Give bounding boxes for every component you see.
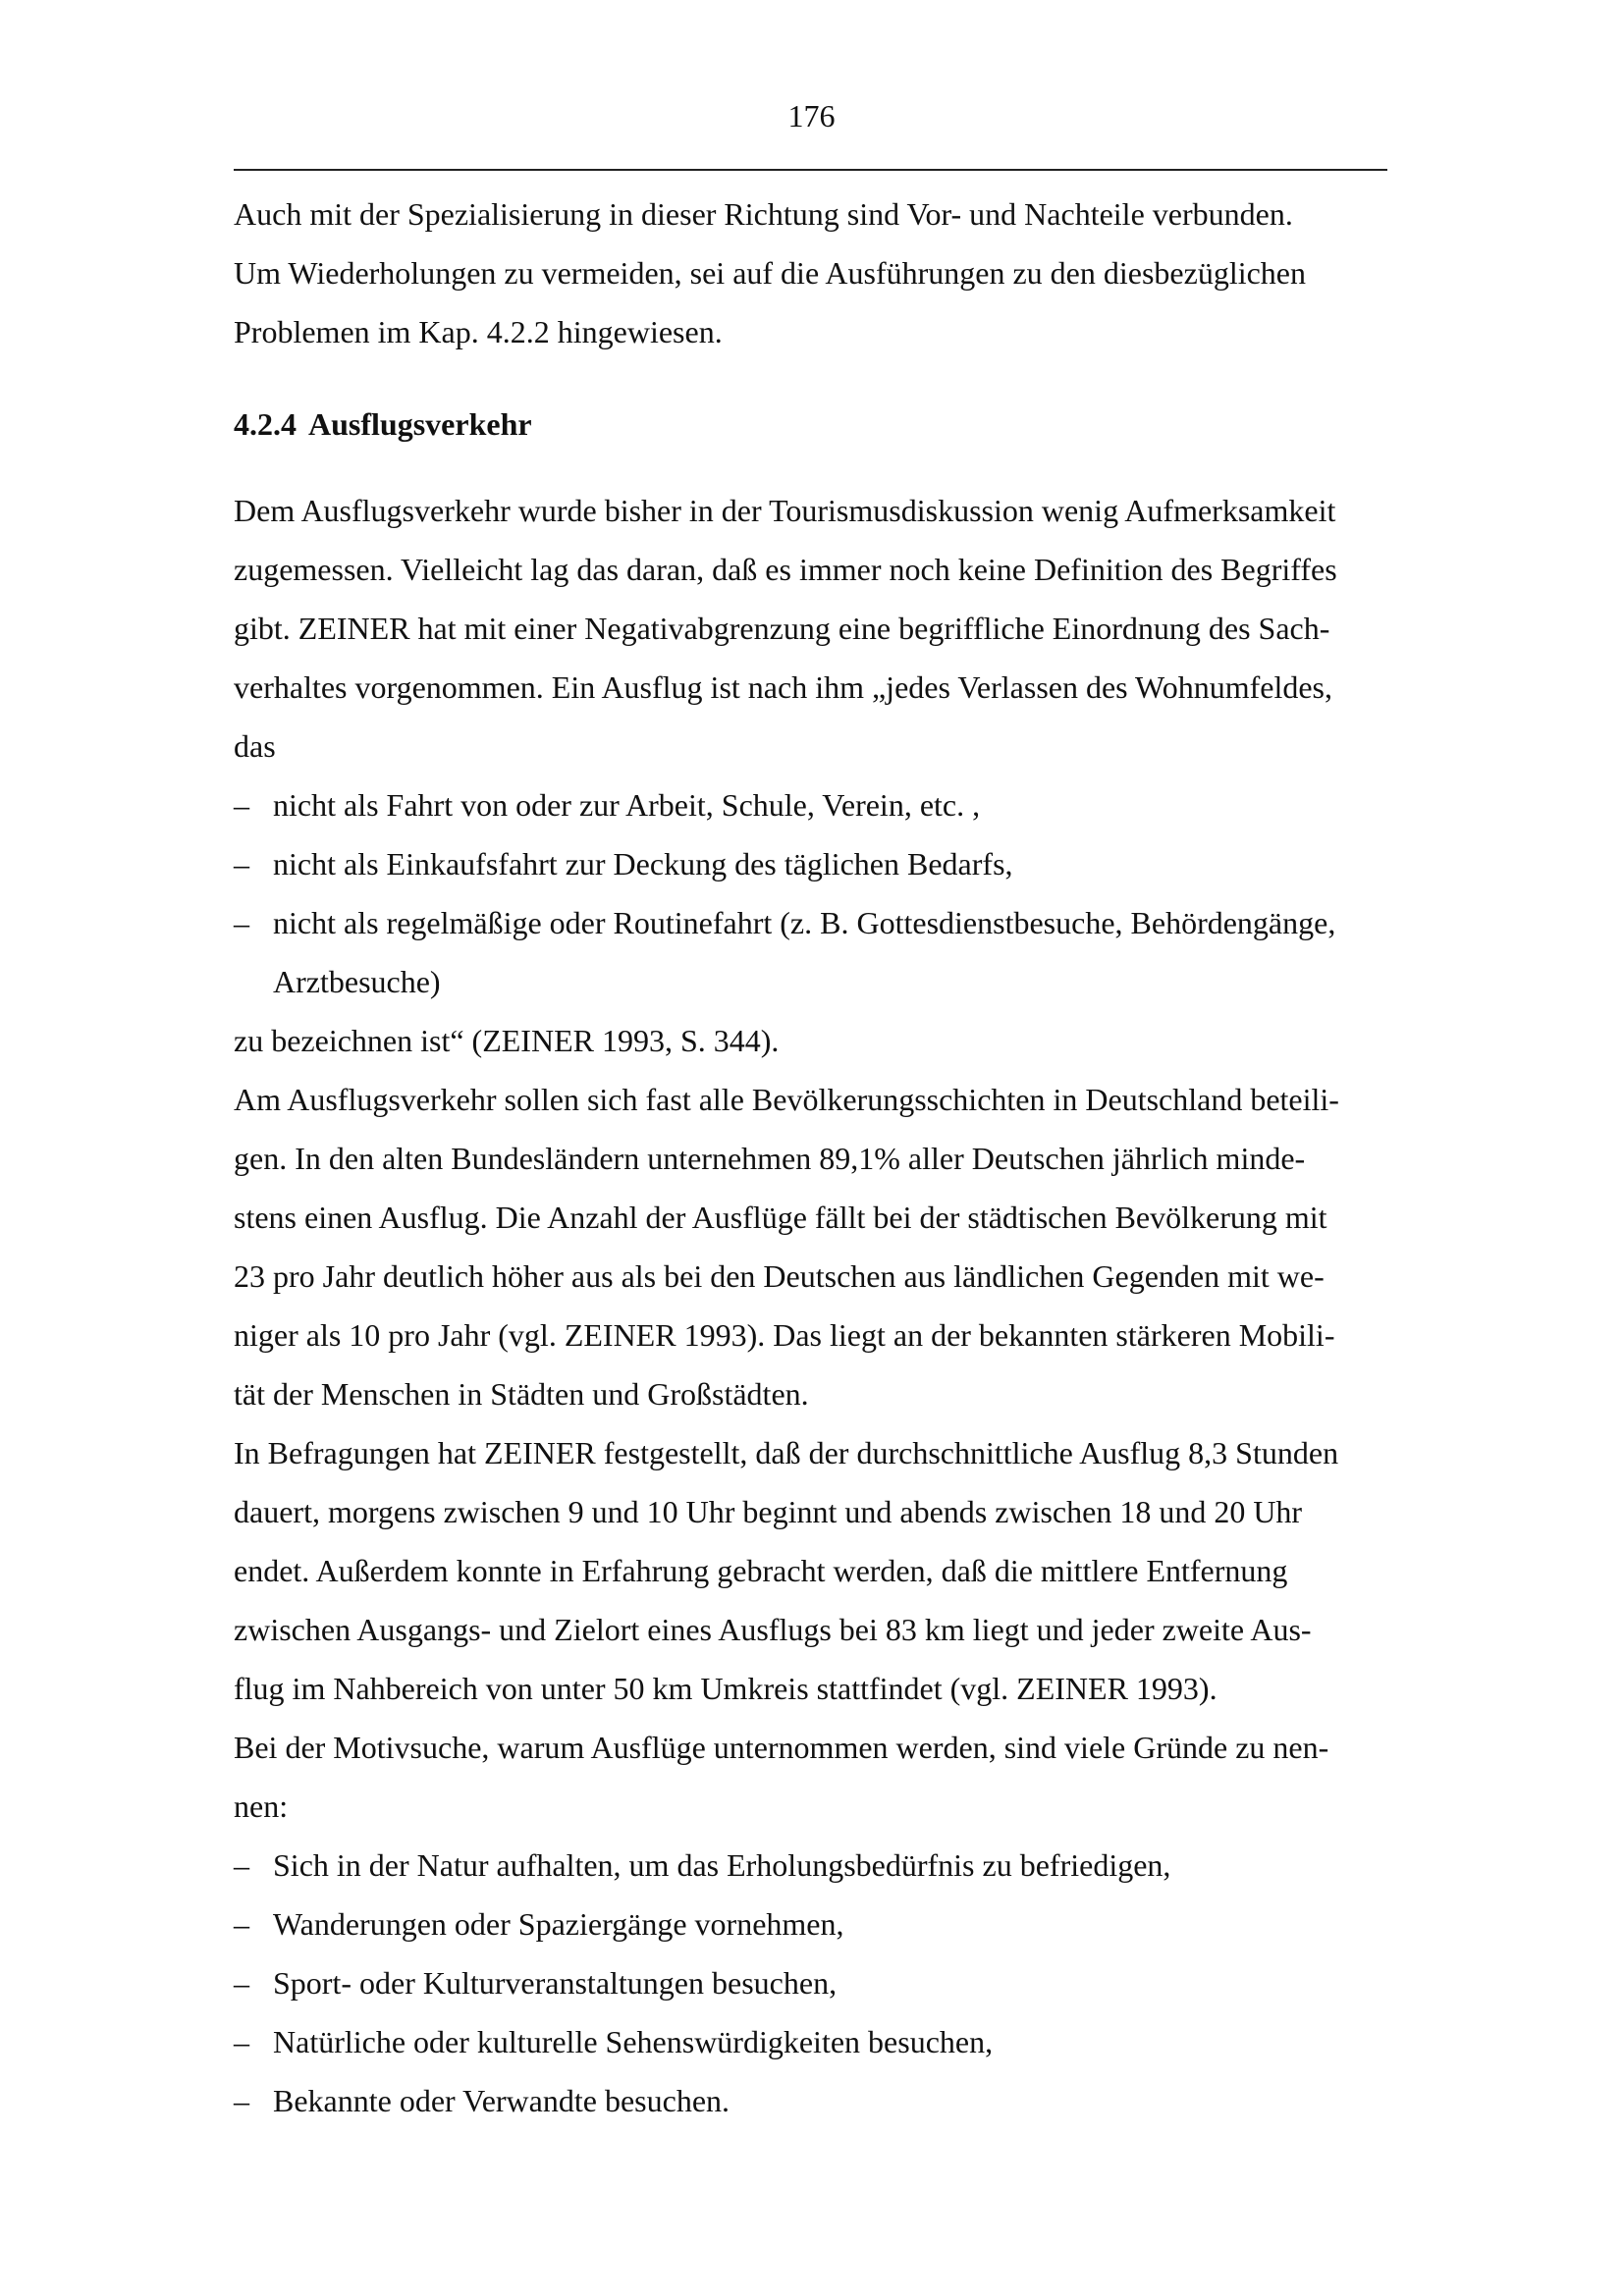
dash-bullet: – [234,1965,249,2001]
dash-bullet: – [234,846,249,881]
paragraph-line: verhaltes vorgenommen. Ein Ausflug ist nach ihm „jedes Verlassen des Wohnumfeldes, [234,669,1332,705]
list-item: – Bekannte oder Verwandte besuchen. [234,2079,730,2122]
paragraph-line: Am Ausflugsverkehr sollen sich fast alle Bevölkerungsschichten in Deutschland beteili- [234,1082,1339,1117]
paragraph-line: Bei der Motivsuche, warum Ausflüge unternommen werden, sind viele Gründe zu nen- [234,1730,1329,1765]
paragraph-line: tät der Menschen in Städten und Großstädten. [234,1376,809,1412]
intro-line: Um Wiederholungen zu vermeiden, sei auf die Ausführungen zu den diesbezüglichen [234,255,1306,291]
paragraph-line: gen. In den alten Bundesländern unternehmen 89,1% aller Deutschen jährlich minde- [234,1141,1306,1176]
paragraph-line: nen: [234,1789,289,1824]
dash-bullet: – [234,1847,249,1883]
list-item: – nicht als Fahrt von oder zur Arbeit, Schule, Verein, etc. , [234,783,980,827]
paragraph-line: stens einen Ausflug. Die Anzahl der Ausflüge fällt bei der städtischen Bevölkerung mit [234,1200,1327,1235]
paragraph-line: das [234,728,276,764]
dash-bullet: – [234,2024,249,2059]
paragraph-line: In Befragungen hat ZEINER festgestellt, daß der durchschnittliche Ausflug 8,3 Stunden [234,1435,1339,1470]
paragraph-line: 23 pro Jahr deutlich höher aus als bei den Deutschen aus ländlichen Gegenden mit we- [234,1258,1325,1294]
dash-bullet: – [234,2083,249,2118]
section-heading [234,402,532,446]
list-item: – nicht als regelmäßige oder Routinefahrt (z. B. Gottesdienstbesuche, Behördengänge, [234,901,1335,944]
paragraph-line: niger als 10 pro Jahr (vgl. ZEINER 1993). Das liegt an der bekannten stärkeren Mobili- [234,1317,1335,1353]
paragraph-line: gibt. ZEINER hat mit einer Negativabgrenzung eine begriffliche Einordnung des Sach- [234,611,1330,646]
list-item: – nicht als Einkaufsfahrt zur Deckung des täglichen Bedarfs, [234,842,1013,885]
paragraph-line: Dem Ausflugsverkehr wurde bisher in der Tourismusdiskussion wenig Aufmerksamkeit [234,493,1336,528]
section-number: 4.2.4 [234,406,297,442]
intro-line: Auch mit der Spezialisierung in dieser Richtung sind Vor- und Nachteile verbunden. [234,196,1293,232]
paragraph-line: flug im Nahbereich von unter 50 km Umkreis stattfindet (vgl. ZEINER 1993). [234,1671,1217,1706]
intro-line: Problemen im Kap. 4.2.2 hingewiesen. [234,314,723,349]
section-title: Ausflugsverkehr [308,406,532,442]
dash-bullet: – [234,905,249,940]
paragraph-line: dauert, morgens zwischen 9 und 10 Uhr beginnt und abends zwischen 18 und 20 Uhr [234,1494,1303,1529]
list-item: – Sport- oder Kulturveranstaltungen besuchen, [234,1961,837,2004]
paragraph-line: zwischen Ausgangs- und Zielort eines Ausflugs bei 83 km liegt und jeder zweite Aus- [234,1612,1312,1647]
paragraph-line: endet. Außerdem konnte in Erfahrung gebracht werden, daß die mittlere Entfernung [234,1553,1288,1588]
list-item: – Natürliche oder kulturelle Sehenswürdigkeiten besuchen, [234,2020,993,2063]
list-item: – Sich in der Natur aufhalten, um das Erholungsbedürfnis zu befriedigen, [234,1843,1170,1887]
list-item: – Wanderungen oder Spaziergänge vornehmen, [234,1902,844,1946]
header-rule [234,169,1387,171]
list-item-continuation: Arztbesuche) [273,964,441,999]
quote-end: zu bezeichnen ist“ (ZEINER 1993, S. 344). [234,1023,780,1058]
page-number: 176 [787,98,836,133]
paragraph-line: zugemessen. Vielleicht lag das daran, daß es immer noch keine Definition des Begriffes [234,552,1337,587]
dash-bullet: – [234,1906,249,1942]
dash-bullet: – [234,787,249,823]
